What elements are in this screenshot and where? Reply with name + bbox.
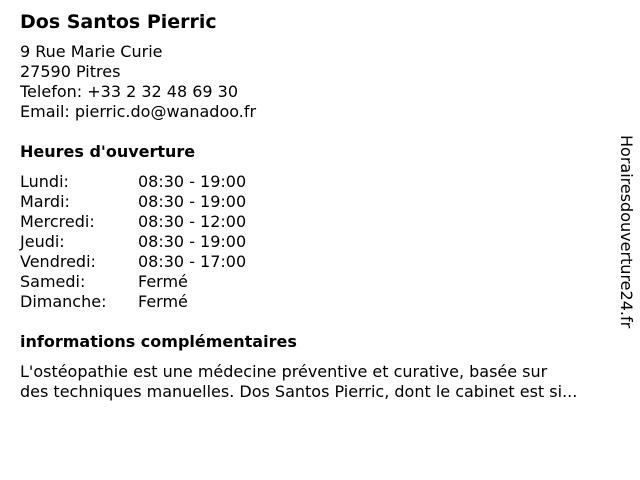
hours-row-wednesday (20, 212, 620, 232)
info-heading: informations complémentaires (20, 332, 297, 351)
hours-row-monday (20, 172, 620, 192)
business-name: Dos Santos Pierric (20, 11, 217, 33)
hours-table (20, 172, 620, 312)
hours-time: Fermé (138, 272, 188, 291)
site-watermark: Horairesdouverture24.fr (617, 135, 636, 329)
hours-heading: Heures d'ouverture (20, 142, 196, 161)
hours-day: Jeudi: (20, 232, 65, 251)
hours-time: Fermé (138, 292, 188, 311)
street-address: 9 Rue Marie Curie (20, 42, 163, 61)
description (20, 362, 620, 402)
hours-row-friday (20, 252, 620, 272)
hours-row-saturday (20, 272, 620, 292)
hours-time: 08:30 - 19:00 (138, 172, 247, 191)
hours-day: Dimanche: (20, 292, 107, 311)
hours-row-sunday (20, 292, 620, 312)
hours-time: 08:30 - 19:00 (138, 232, 247, 251)
hours-day: Vendredi: (20, 252, 96, 271)
hours-day: Lundi: (20, 172, 69, 191)
city-address: 27590 Pitres (20, 62, 121, 81)
business-card (20, 10, 620, 402)
hours-row-tuesday (20, 192, 620, 212)
hours-time: 08:30 - 17:00 (138, 252, 247, 271)
phone-number: Telefon: +33 2 32 48 69 30 (20, 82, 239, 101)
hours-day: Samedi: (20, 272, 86, 291)
address-block (20, 42, 620, 122)
hours-time: 08:30 - 12:00 (138, 212, 247, 231)
hours-time: 08:30 - 19:00 (138, 192, 247, 211)
description-line: des techniques manuelles. Dos Santos Pierric, dont le cabinet est si... (20, 382, 578, 401)
email-address: Email: pierric.do@wanadoo.fr (20, 102, 257, 121)
hours-day: Mercredi: (20, 212, 95, 231)
description-line: L'ostéopathie est une médecine préventive et curative, basée sur (20, 362, 548, 381)
hours-row-thursday (20, 232, 620, 252)
hours-day: Mardi: (20, 192, 70, 211)
